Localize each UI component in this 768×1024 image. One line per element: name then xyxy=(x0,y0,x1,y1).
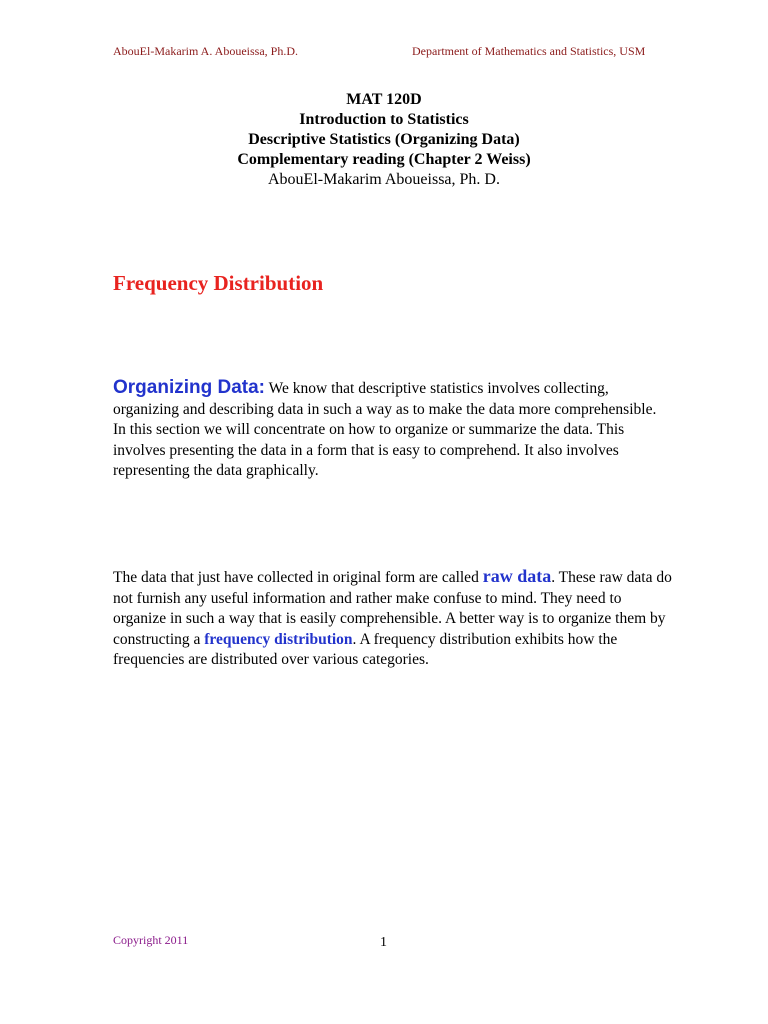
term-raw-data: raw data xyxy=(482,566,552,586)
header-author: AbouEl-Makarim A. Aboueissa, Ph.D. xyxy=(113,44,298,58)
title-block xyxy=(0,90,768,190)
header-department: Department of Mathematics and Statistics, USM xyxy=(412,44,646,58)
paragraph-organizing-data xyxy=(113,378,673,482)
title-author: AbouEl-Makarim Aboueissa, Ph. D. xyxy=(268,171,500,188)
paragraph1-text: We know that descriptive statistics involves collecting, organizing and describing data in such a way as to make the data more comprehensible. In this section we will concentrate on how to organize or summarize the data. This involves presenting the data in a form that is easy to comprehend. It also involves representing the data graphically. xyxy=(113,380,657,479)
reading-reference: Complementary reading (Chapter 2 Weiss) xyxy=(237,151,531,168)
course-code: MAT 120D xyxy=(346,91,422,108)
paragraph2-text-c: . A frequency distribution exhibits how the frequencies are distributed over various categories. xyxy=(113,630,618,668)
section-heading: Frequency Distribution xyxy=(113,271,324,295)
paragraph2-text-a: The data that just have collected in original form are called xyxy=(113,569,483,586)
page-number: 1 xyxy=(380,935,387,950)
paragraph2-text-b: . These raw data do not furnish any useful information and rather make confuse to mind. They need to organize in such a way that is easily comprehensible. A better way is to organize them by constructing a xyxy=(113,569,672,648)
term-frequency-distribution: frequency distribution xyxy=(204,630,353,648)
lead-term: Organizing Data: xyxy=(113,377,266,398)
footer-copyright: Copyright 2011 xyxy=(113,933,189,947)
course-title: Introduction to Statistics xyxy=(299,111,469,128)
topic-title: Descriptive Statistics (Organizing Data) xyxy=(248,131,520,148)
paragraph-raw-data xyxy=(113,566,673,671)
